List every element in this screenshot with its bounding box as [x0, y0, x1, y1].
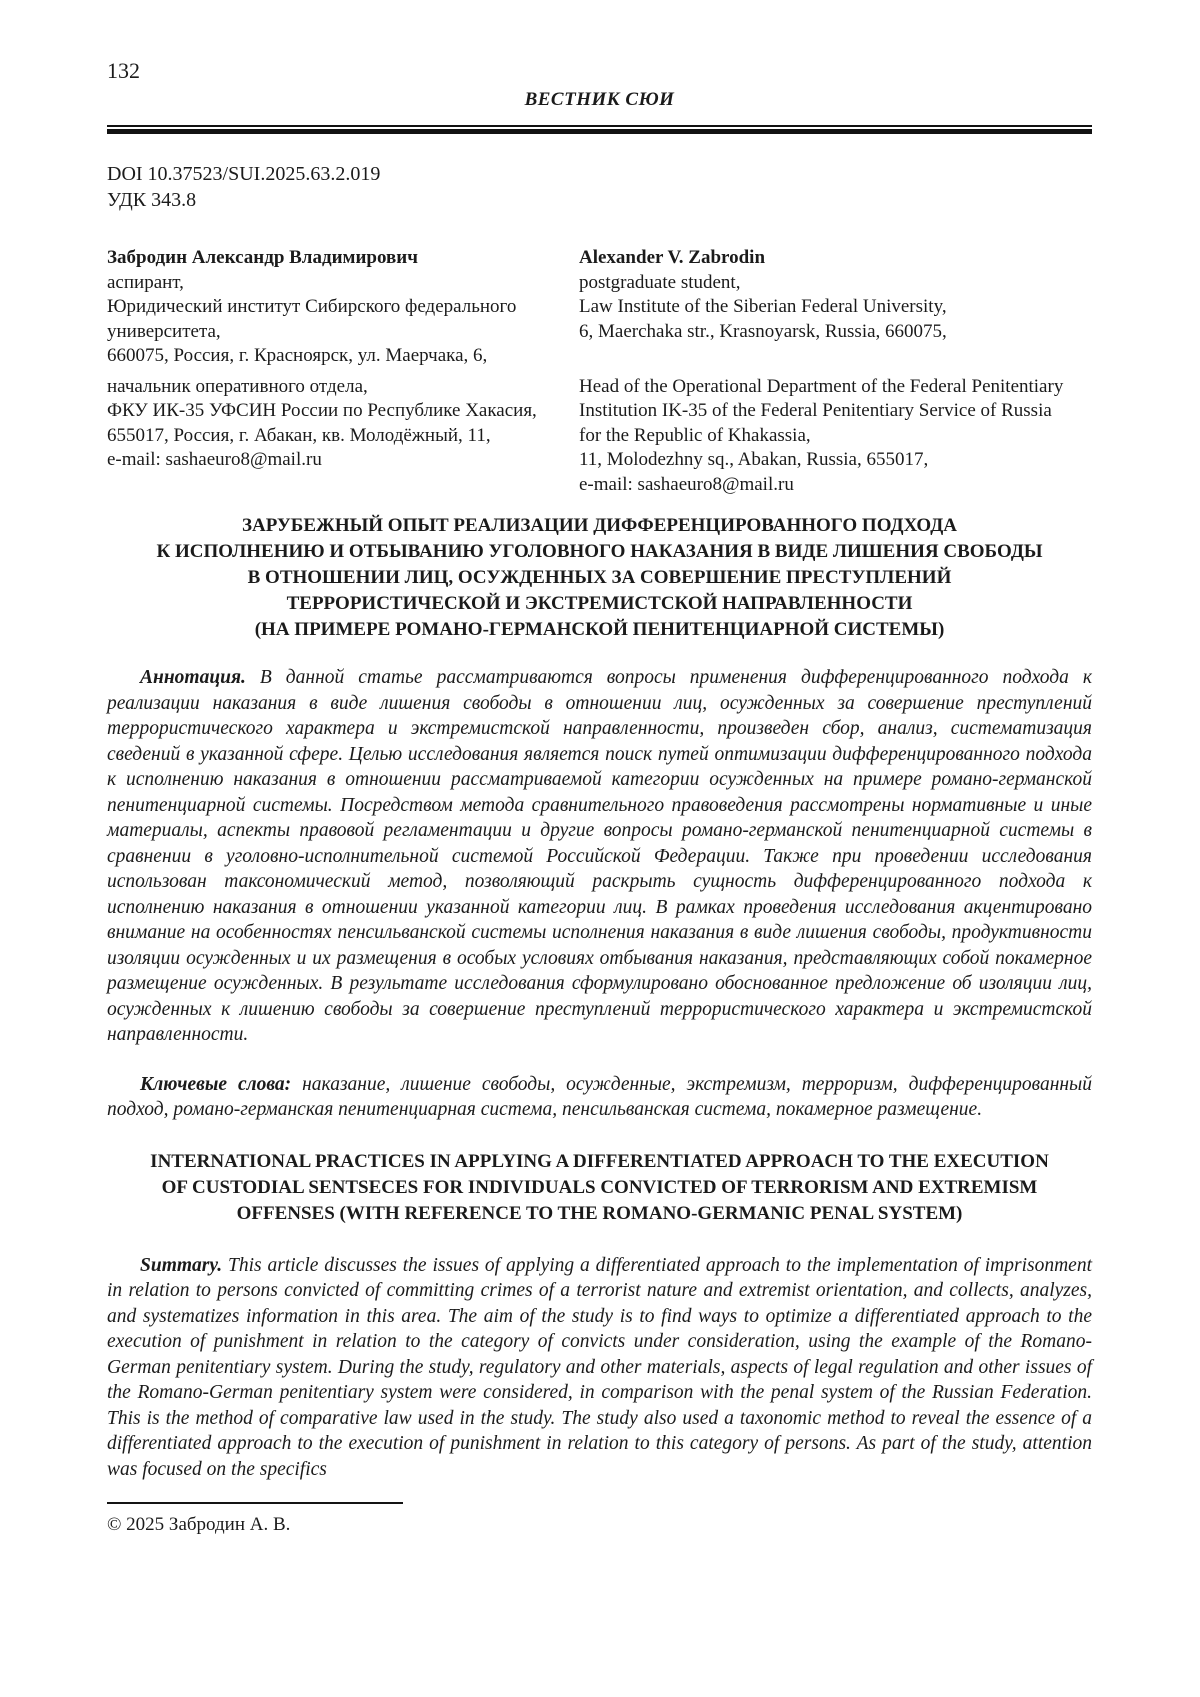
copyright-notice: © 2025 Забродин А. В. — [107, 1513, 291, 1535]
journal-header-title: ВЕСТНИК СЮИ — [524, 89, 675, 110]
article-title-en: INTERNATIONAL PRACTICES IN APPLYING A DIFFERENTIATED APPROACH TO THE EXECUTION OF CUSTODIAL SENTSECES FOR INDIVIDUALS CONVICTED OF TERRORISM AND EXTREMISM OFFENSES (WITH REFERENCE TO THE ROMANO-GERMANIC PENAL SYSTEM) — [150, 1150, 1049, 1224]
abstract-label: Аннотация. — [140, 667, 246, 688]
summary-label: Summary. — [140, 1254, 223, 1276]
author-block — [107, 246, 1092, 497]
summary-paragraph — [107, 1253, 1092, 1483]
author-ru-name: Забродин Александр Владимирович — [107, 247, 418, 268]
author-en-affiliation-2: Head of the Operational Department of the Federal Penitentiary Institution IK-35 of the Federal Penitentiary Service of Russia for the Republic of Khakassia, 11, Molodezhny sq., Abakan, Russia, 655017, e-mail: sashaeuro8@mail.ru — [579, 375, 1064, 495]
author-en-affiliation-1: postgraduate student, Law Institute of the Siberian Federal University, 6, Maerchaka str., Krasnoyarsk, Russia, 660075, — [579, 271, 947, 342]
identifier-block — [107, 161, 1092, 213]
doi-line: DOI 10.37523/SUI.2025.63.2.019 — [107, 163, 381, 185]
author-en-name: Alexander V. Zabrodin — [579, 247, 766, 268]
header-double-rule — [107, 125, 1092, 134]
abstract-text: В данной статье рассматриваются вопросы применения дифференцированного подхода к реализации наказания в виде лишения свободы в отношении лиц, осужденных за совершение преступлений террористического характера и экстремистской направленности, произведен сбор, анализ, систематизация сведений в указанной сфере. Целью исследования является поиск путей оптимизации дифференцированного подхода к исполнению наказания в отношении рассматриваемой категории осужденных на примере романо-германской пенитенциарной системы. Посредством метода сравнительного правоведения рассмотрены нормативные и иные материалы, аспекты правовой регламентации и другие вопросы романо-германской пенитенциарной системы в сравнении в уголовно-исполнительной системой Российской Федерации. Также при проведении исследования использован таксономический метод, позволяющий раскрыть сущность дифференцированного подхода к исполнению наказания в отношении указанной категории лиц. В рамках проведения исследования акцентировано внимание на особенностях пенсильванской системы исполнения наказания в виде лишения свободы, продуктивности изоляции осужденных и их размещения в особых условиях отбывания наказания, представляющих собой покамерное размещение осужденных. В результате исследования сформулировано обоснованное предложение об изоляции лиц, осужденных к лишению свободы за совершение преступлений террористического характера и экстремистской направленности. — [107, 667, 1092, 1045]
page-content — [107, 0, 1092, 1537]
keywords-paragraph — [107, 1072, 1092, 1123]
author-ru-main — [107, 246, 579, 369]
page-number: 132 — [107, 58, 140, 83]
summary-text: This article discusses the issues of applying a differentiated approach to the implementation of imprisonment in relation to persons convicted of committing crimes of a terrorist nature and extremist orientation, and collects, analyzes, and systematizes information in this area. The aim of the study is to find ways to optimize a differentiated approach to the execution of punishment in relation to the category of convicts under consideration, using the example of the Romano-German penitentiary system. During the study, regulatory and other materials, aspects of legal regulation and other issues of the Romano-German penitentiary system were considered, in comparison with the penal system of the Russian Federation. This is the method of comparative law used in the study. The study also used a taxonomic method to reveal the essence of a differentiated approach to the execution of punishment in relation to this category of persons. As part of the study, attention was focused on the specifics — [107, 1254, 1092, 1480]
author-ru-affiliation-2: начальник оперативного отдела, ФКУ ИК-35 УФСИН России по Республике Хакасия, 655017, Россия, г. Абакан, кв. Молодёжный, 11, e-mail: sashaeuro8@mail.ru — [107, 375, 537, 470]
author-en-main — [579, 246, 1092, 369]
author-ru-affiliation-1: аспирант, Юридический институт Сибирского федерального университета, 660075, Россия, г. Красноярск, ул. Маерчака, 6, — [107, 271, 517, 366]
article-title-ru: ЗАРУБЕЖНЫЙ ОПЫТ РЕАЛИЗАЦИИ ДИФФЕРЕНЦИРОВАННОГО ПОДХОДА К ИСПОЛНЕНИЮ И ОТБЫВАНИЮ УГОЛОВНОГО НАКАЗАНИЯ В ВИДЕ ЛИШЕНИЯ СВОБОДЫ В ОТНОШЕНИИ ЛИЦ, ОСУЖДЕННЫХ ЗА СОВЕРШЕНИЕ ПРЕСТУПЛЕНИЙ ТЕРРОРИСТИЧЕСКОЙ И ЭКСТРЕМИСТСКОЙ НАПРАВЛЕННОСТИ (НА ПРИМЕРЕ РОМАНО-ГЕРМАНСКОЙ ПЕНИТЕНЦИАРНОЙ СИСТЕМЫ) — [156, 515, 1043, 640]
udk-line: УДК 343.8 — [107, 189, 197, 211]
keywords-label: Ключевые слова: — [140, 1073, 292, 1095]
abstract-paragraph — [107, 665, 1092, 1048]
footnote-rule — [107, 1502, 403, 1504]
rule-thick-line — [107, 129, 1092, 134]
keywords-text: наказание, лишение свободы, осужденные, экстремизм, терроризм, дифференцированный подход, романо-германская пенитенциарная система, пенсильванская система, покамерное размещение. — [107, 1073, 1093, 1120]
